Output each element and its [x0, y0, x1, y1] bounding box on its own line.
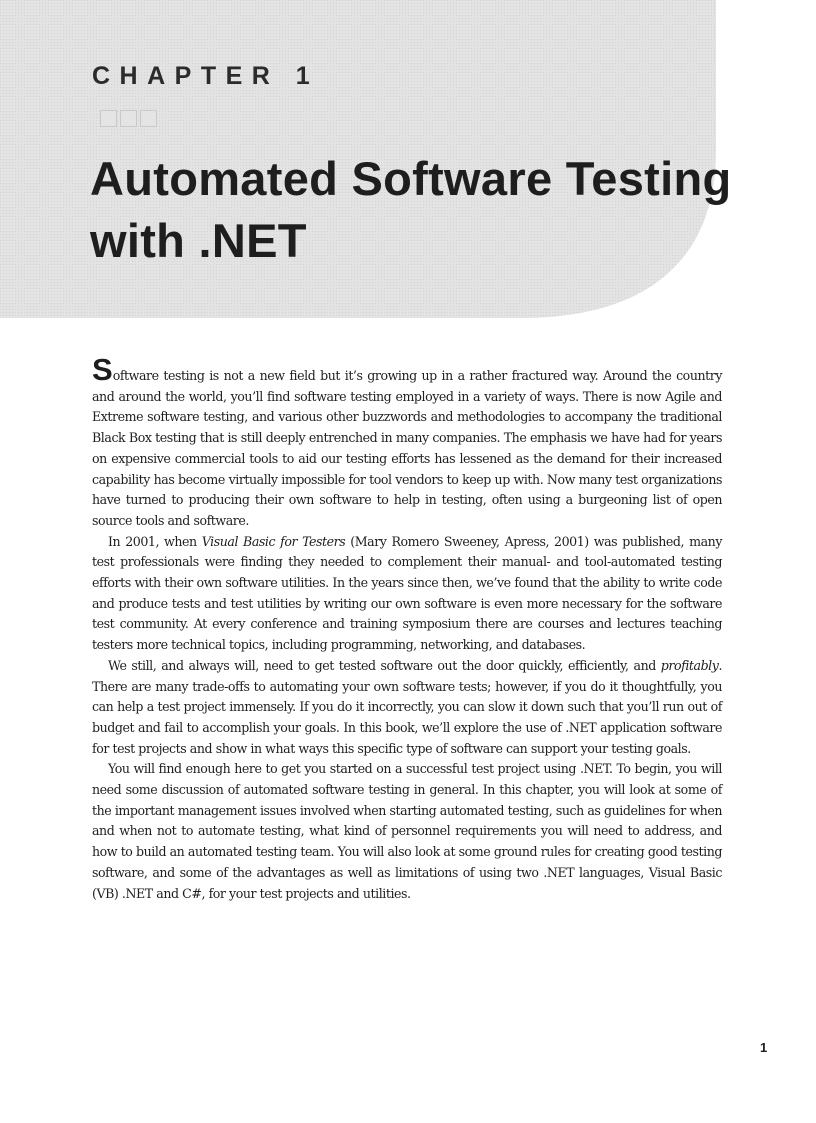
decoration-square: [140, 110, 157, 127]
paragraph-text: . There are many trade-offs to automating your own software tests; however, if you do it thoughtfully, you can help a test project immensely. If you do it incorrectly, you can slow it down such that you’ll run out of budget and fail to accomplish your goals. In this book, we’ll explore the use of .NET application software for test projects and show in what ways this specific type of software can support your testing goals.: [92, 657, 722, 756]
paragraph-text: In 2001, when: [108, 533, 202, 549]
body-paragraph-1: [92, 352, 722, 532]
drop-cap: S: [92, 352, 113, 387]
decoration-square: [120, 110, 137, 127]
paragraph-text: (Mary Romero Sweeney, Apress, 2001) was published, many test professionals were finding they needed to complement their manual- and tool-automated testing efforts with their own software utilities. In the years since then, we’ve found that the ability to write code and produce tests and test utilities by writing our own software is even more necessary for the software test community. At every conference and training symposium there are courses and lectures teaching testers more technical topics, including programming, networking, and databases.: [92, 533, 722, 653]
book-title-emphasis: Visual Basic for Testers: [201, 533, 346, 549]
chapter-body: [92, 352, 722, 904]
page-number: 1: [760, 1040, 768, 1055]
paragraph-text: You will find enough here to get you started on a successful test project using .NET. To begin, you will need some discussion of automated software testing in general. In this chapter, you will look at some of the important management issues involved when starting automated testing, such as guidelines for when and when not to automate testing, what kind of personnel requirements you will need to address, and how to build an automated testing team. You will also look at some ground rules for creating good testing software, and some of the advantages as well as limitations of using two .NET languages, Visual Basic (VB) .NET and C#, for your test projects and utilities.: [92, 761, 722, 901]
paragraph-text: We still, and always will, need to get tested software out the door quickly, efficiently, and: [108, 657, 661, 673]
body-paragraph-2: [92, 532, 722, 656]
chapter-title-line-1: Automated Software Testing: [90, 152, 732, 205]
chapter-title-line-2: with .NET: [90, 214, 307, 267]
paragraph-text: oftware testing is not a new field but it’s growing up in a rather fractured way. Around the country and around the world, you’ll find software testing employed in a variety of ways. There is now Agile and Extreme software testing, and various other buzzwords and methodologies to accompany the traditional Black Box testing that is still deeply entrenched in many companies. The emphasis we have had for years on expensive commercial tools to aid our testing efforts has lessened as the demand for their increased capability has become virtually impossible for tool vendors to keep up with. Now many test organizations have turned to producing their own software to help in testing, often using a burgeoning list of open source tools and software.: [92, 368, 722, 528]
body-paragraph-4: [92, 759, 722, 904]
chapter-title: [90, 148, 731, 272]
emphasis-text: profitably: [660, 657, 719, 673]
decoration-square: [100, 110, 117, 127]
body-paragraph-3: [92, 656, 722, 760]
chapter-label: CHAPTER 1: [92, 62, 320, 90]
